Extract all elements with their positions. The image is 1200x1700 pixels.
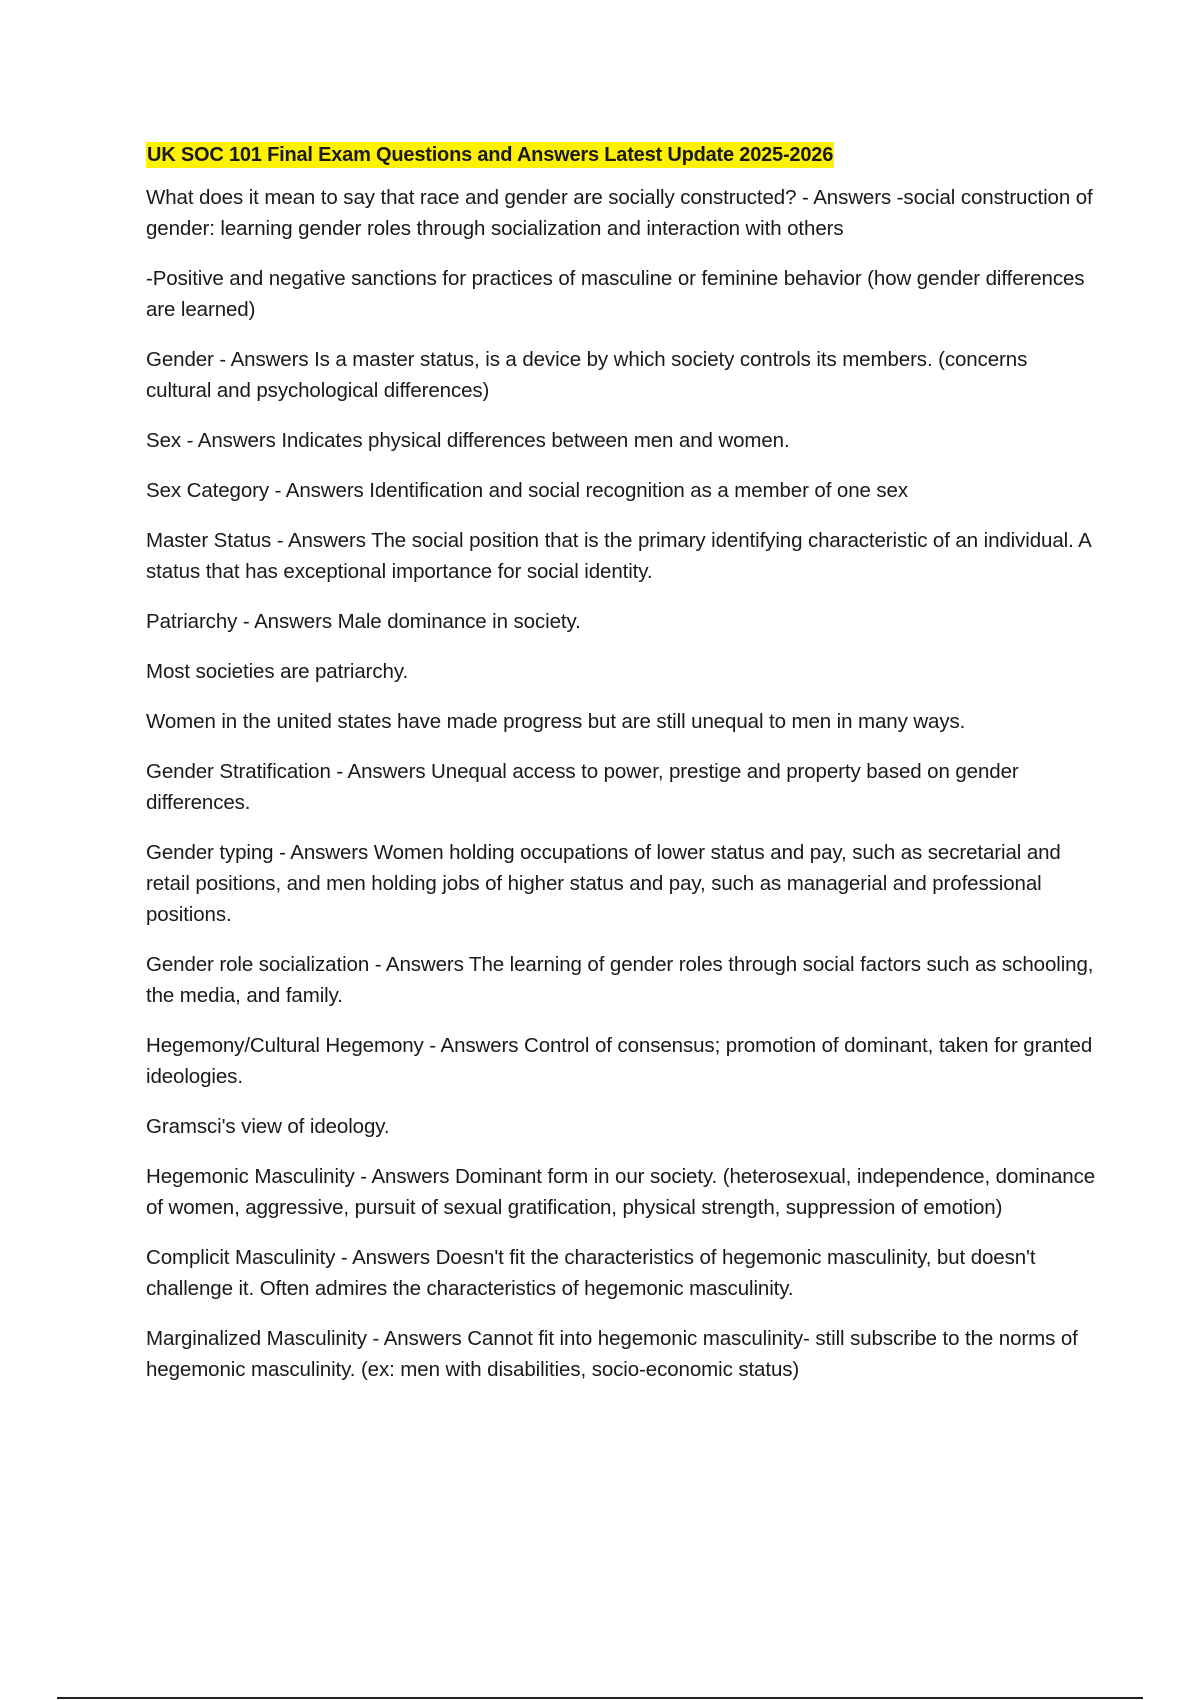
paragraph: Complicit Masculinity - Answers Doesn't fit the characteristics of hegemonic masculinity, but doesn't challenge it. Often admires the characteristics of hegemonic masculinity. [146, 1246, 1036, 1300]
document-title: UK SOC 101 Final Exam Questions and Answers Latest Update 2025-2026 [147, 144, 834, 166]
paragraph: Women in the united states have made progress but are still unequal to men in many ways. [146, 710, 966, 733]
paragraph: Hegemonic Masculinity - Answers Dominant form in our society. (heterosexual, independence, dominance of women, aggressive, pursuit of sexual gratification, physical strength, suppression of emotion) [146, 1165, 1096, 1219]
paragraph: Sex Category - Answers Identification and social recognition as a member of one sex [146, 479, 908, 502]
paragraph: Master Status - Answers The social position that is the primary identifying characteristic of an individual. A status that has exceptional importance for social identity. [146, 529, 1091, 583]
paragraph: Gender Stratification - Answers Unequal access to power, prestige and property based on gender differences. [146, 760, 1019, 814]
paragraph: Patriarchy - Answers Male dominance in society. [146, 610, 581, 633]
paragraph: Marginalized Masculinity - Answers Cannot fit into hegemonic masculinity- still subscribe to the norms of hegemonic masculinity. (ex: men with disabilities, socio-economic status) [146, 1327, 1078, 1381]
paragraph: -Positive and negative sanctions for practices of masculine or feminine behavior (how gender differences are learned) [146, 267, 1085, 321]
paragraph: Sex - Answers Indicates physical differences between men and women. [146, 429, 790, 452]
paragraph-list [146, 182, 1096, 1385]
document-body [146, 142, 1096, 1404]
paragraph: Gramsci's view of ideology. [146, 1115, 390, 1138]
paragraph: What does it mean to say that race and gender are socially constructed? - Answers -social construction of gender: learning gender roles through socialization and interaction with others [146, 186, 1093, 240]
bottom-divider [57, 1697, 1143, 1699]
paragraph: Most societies are patriarchy. [146, 660, 409, 683]
paragraph: Gender typing - Answers Women holding occupations of lower status and pay, such as secretarial and retail positions, and men holding jobs of higher status and pay, such as managerial and professional positions. [146, 841, 1061, 926]
paragraph: Gender role socialization - Answers The learning of gender roles through social factors such as schooling, the media, and family. [146, 953, 1094, 1007]
paragraph: Gender - Answers Is a master status, is a device by which society controls its members. (concerns cultural and psychological differences) [146, 348, 1028, 402]
paragraph: Hegemony/Cultural Hegemony - Answers Control of consensus; promotion of dominant, taken for granted ideologies. [146, 1034, 1093, 1088]
